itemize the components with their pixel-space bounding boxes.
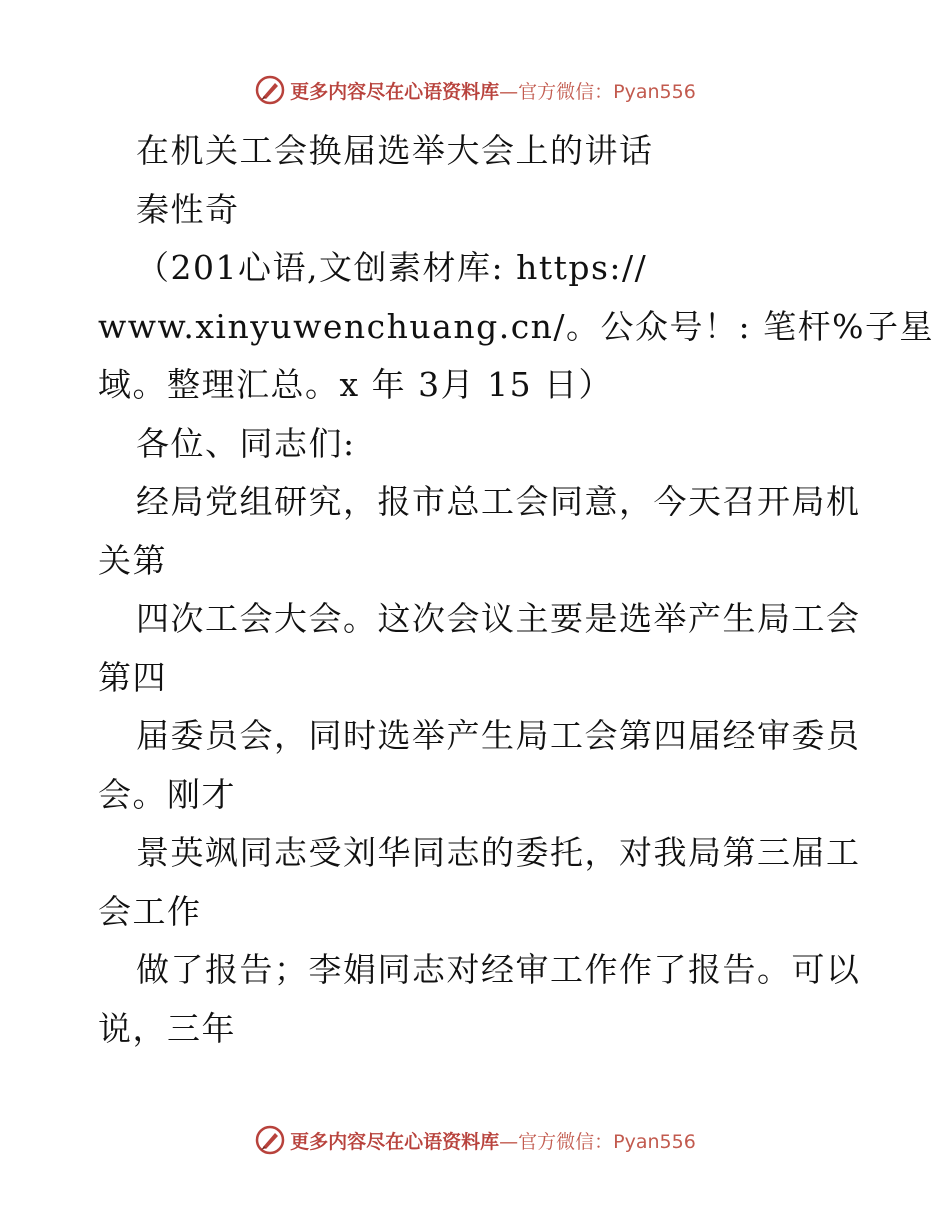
doc-line: www.xinyuwenchuang.cn/。公众号！: 笔杆%子星 <box>98 306 935 346</box>
doc-line: （201心语,文创素材库: https:// <box>136 248 648 287</box>
doc-line: 会。刚才 <box>98 774 236 814</box>
doc-line: 关第 <box>98 540 167 580</box>
doc-line: 经局党组研究，报市总工会同意，今天召开局机 <box>136 482 861 521</box>
banner-dash: — <box>499 80 519 103</box>
doc-line: 第四 <box>98 657 167 697</box>
header-banner-text <box>290 77 696 104</box>
doc-author: 秦性奇 <box>136 189 240 229</box>
footer-banner-text <box>290 1127 696 1154</box>
doc-line: 说，三年 <box>98 1008 236 1048</box>
doc-title: 在机关工会换届选举大会上的讲话 <box>136 131 654 170</box>
banner-wechat-label: 官方微信：Pyan556 <box>518 80 696 103</box>
doc-line: 域。整理汇总。x 年 3月 15 日） <box>98 365 614 404</box>
brush-pen-logo-icon <box>254 1124 286 1156</box>
banner-dash: — <box>499 1130 519 1153</box>
doc-line: 景英飒同志受刘华同志的委托，对我局第三届工 <box>136 833 861 872</box>
doc-line: 四次工会大会。这次会议主要是选举产生局工会 <box>136 599 861 638</box>
banner-site-name: 更多内容尽在心语资料库 <box>290 1130 500 1153</box>
doc-salutation: 各位、同志们: <box>136 423 356 463</box>
footer-banner <box>0 1120 950 1160</box>
header-banner <box>0 70 950 110</box>
banner-site-name: 更多内容尽在心语资料库 <box>290 80 500 103</box>
banner-wechat-label: 官方微信：Pyan556 <box>518 1130 696 1153</box>
document-body <box>98 122 935 1058</box>
doc-line: 届委员会，同时选举产生局工会第四届经审委员 <box>136 716 861 755</box>
doc-line: 做了报告；李娟同志对经审工作作了报告。可以 <box>136 950 861 989</box>
brush-pen-logo-icon <box>254 74 286 106</box>
doc-line: 会工作 <box>98 891 202 931</box>
